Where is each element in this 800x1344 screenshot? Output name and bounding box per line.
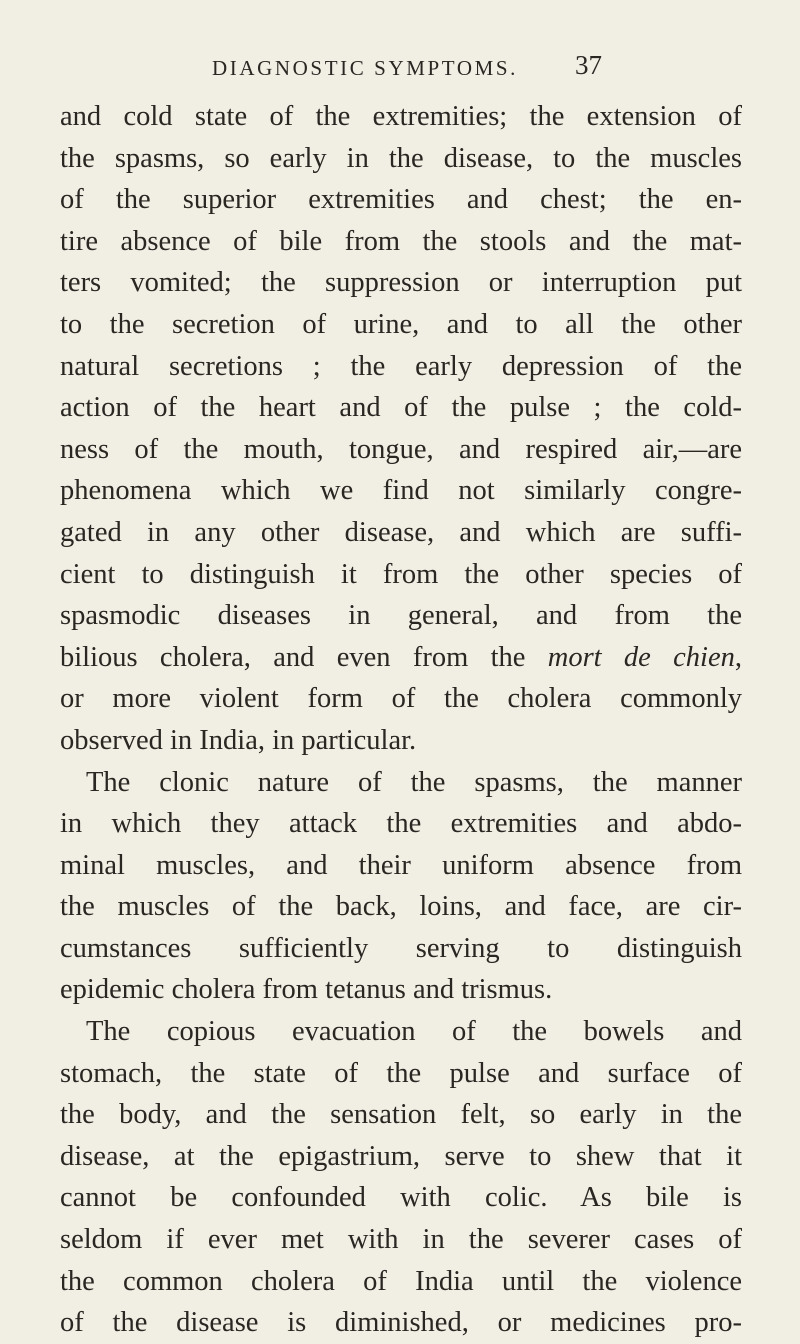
text-line: gated in any other disease, and which are suffi- — [60, 516, 742, 548]
text-line — [60, 637, 742, 679]
text-line: tire absence of bile from the stools and the mat- — [60, 225, 742, 257]
text-line: The copious evacuation of the bowels and — [86, 1016, 742, 1048]
body-text — [60, 96, 742, 1344]
text-line: ness of the mouth, tongue, and respired air,—are — [60, 433, 742, 465]
text-line: seldom if ever met with in the severer cases of — [60, 1224, 742, 1256]
text-line: ters vomited; the suppression or interruption put — [60, 267, 742, 299]
text-line: to the secretion of urine, and to all the other — [60, 308, 742, 340]
text-line: epidemic cholera from tetanus and trismus. — [60, 974, 553, 1006]
text-line: of the disease is diminished, or medicines pro- — [60, 1307, 742, 1339]
text-line: and cold state of the extremities; the extension of — [60, 101, 742, 132]
text-line: phenomena which we find not similarly congre- — [60, 475, 742, 507]
text-line: the muscles of the back, loins, and face, are cir- — [60, 891, 742, 923]
text-line: cannot be confounded with colic. As bile is — [60, 1182, 742, 1214]
page-number: 37 — [575, 50, 602, 80]
text-segment: bilious cholera, and even from the — [60, 641, 548, 673]
text-line: disease, at the epigastrium, serve to shew that it — [60, 1140, 742, 1172]
text-line: the spasms, so early in the disease, to the muscles — [60, 142, 742, 174]
text-segment: , — [734, 641, 742, 673]
text-line: The clonic nature of the spasms, the manner — [86, 766, 742, 798]
italic-phrase: mort de chien — [547, 641, 735, 673]
text-line: in which they attack the extremities and abdo- — [60, 808, 742, 840]
text-line: stomach, the state of the pulse and surface of — [60, 1057, 742, 1089]
text-line: spasmodic diseases in general, and from the — [60, 600, 742, 632]
running-header — [0, 50, 800, 86]
text-line: observed in India, in particular. — [60, 724, 417, 756]
text-line: minal muscles, and their uniform absence from — [60, 849, 742, 881]
text-line: cumstances sufficiently serving to distinguish — [60, 932, 742, 964]
text-line: cient to distinguish it from the other species of — [60, 558, 742, 590]
text-line: action of the heart and of the pulse ; the cold- — [60, 392, 742, 424]
text-line: or more violent form of the cholera commonly — [60, 683, 742, 715]
text-line: of the superior extremities and chest; the en- — [60, 184, 742, 216]
text-line: the common cholera of India until the violence — [60, 1265, 742, 1297]
running-title: DIAGNOSTIC SYMPTOMS. — [212, 56, 518, 80]
text-line: the body, and the sensation felt, so early in the — [60, 1099, 742, 1131]
text-line: natural secretions ; the early depression of the — [60, 350, 742, 382]
